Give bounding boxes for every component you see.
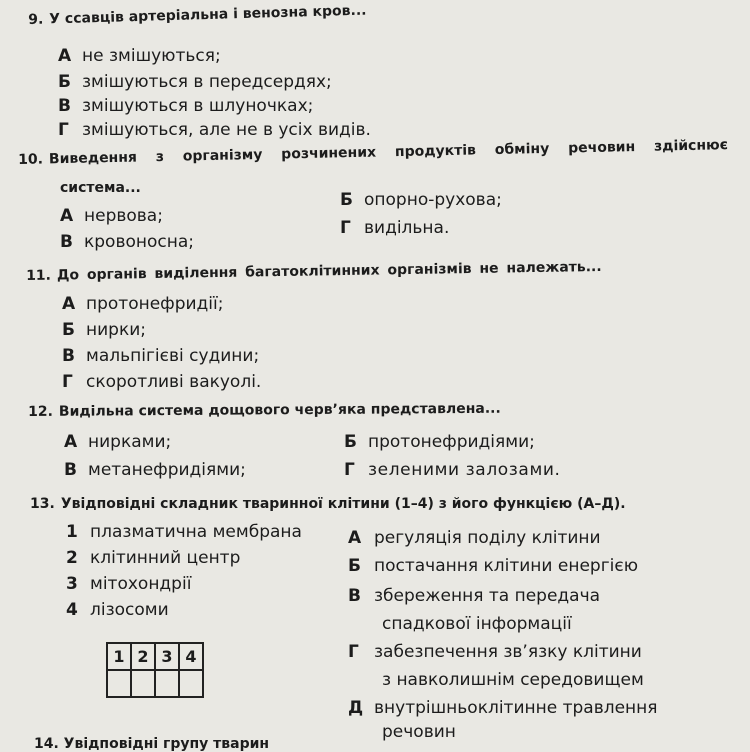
option: Г скоротливі вакуолі. — [62, 372, 262, 392]
question-text: Видільна система дощового черв’яка представлена... — [58, 400, 501, 420]
question-text: Виведення з організму розчинених продуктів обміну речовин здійснює — [48, 137, 729, 168]
option: В метанефридіями; — [64, 460, 246, 480]
option: Б нирки; — [62, 320, 146, 340]
question-text: У ссавців артеріальна і венозна кров... — [49, 2, 367, 28]
match-item: 4 лізосоми — [66, 600, 169, 620]
question-10 — [18, 137, 728, 168]
option: А нирками; — [64, 432, 172, 452]
question-13 — [30, 496, 626, 512]
option: Б опорно-рухова; — [340, 190, 502, 210]
option: А нервова; — [60, 206, 163, 226]
option: Б змішуються в передсердях; — [58, 72, 332, 92]
answer-grid-header: 3 — [155, 643, 179, 670]
answer-grid-header: 1 — [107, 643, 131, 670]
option: А не змішуються; — [58, 46, 221, 66]
question-number: 13. — [30, 496, 55, 512]
option: Г видільна. — [340, 218, 450, 238]
answer-cell[interactable] — [107, 670, 131, 697]
option: В змішуються в шлуночках; — [58, 96, 314, 116]
answer-cell[interactable] — [155, 670, 179, 697]
question-number: 9. — [28, 11, 44, 28]
option: Г змішуються, але не в усіх видів. — [58, 120, 371, 140]
question-number: 11. — [26, 267, 52, 284]
match-item: 2 клітинний центр — [66, 548, 241, 568]
cut-off-question-14: 14. Увідповідні групу тварин — [34, 736, 270, 752]
answer-grid-header: 2 — [131, 643, 155, 670]
match-option: Д внутрішньоклітинне травлення — [348, 698, 658, 718]
question-number: 12. — [28, 403, 53, 420]
answer-cell[interactable] — [179, 670, 203, 697]
match-option: Г забезпечення зв’язку клітини — [348, 642, 642, 662]
option: Б протонефридіями; — [344, 432, 535, 452]
option: А протонефридії; — [62, 294, 224, 314]
answer-cell[interactable] — [131, 670, 155, 697]
match-option-continued: спадкової інформації — [382, 614, 572, 634]
question-text: До органів виділення багатоклітинних організмів не належать... — [56, 258, 602, 284]
match-option: В збереження та передача — [348, 586, 601, 606]
option: В кровоносна; — [60, 232, 195, 252]
question-12 — [28, 401, 501, 420]
option: В мальпігієві судини; — [62, 346, 260, 366]
match-option: А регуляція поділу клітини — [348, 528, 601, 548]
cut-off-top-text — [55, 0, 355, 2]
question-9 — [28, 3, 367, 28]
option: Г зеленими залозами. — [344, 460, 561, 480]
match-option: Б постачання клітини енергією — [348, 556, 638, 576]
match-option-continued: речовин — [382, 722, 456, 742]
question-11 — [26, 259, 602, 284]
question-10-continued: система... — [60, 180, 141, 196]
match-item: 3 мітохондрії — [66, 574, 192, 594]
answer-grid-header: 4 — [179, 643, 203, 670]
answer-grid — [106, 642, 204, 698]
question-text: Увідповідні складник тваринної клітини (1–4) з його функцією (А–Д). — [60, 496, 626, 512]
question-number: 10. — [18, 151, 44, 168]
match-item: 1 плазматична мембрана — [66, 522, 302, 542]
match-option-continued: з навколишнім середовищем — [382, 670, 644, 690]
